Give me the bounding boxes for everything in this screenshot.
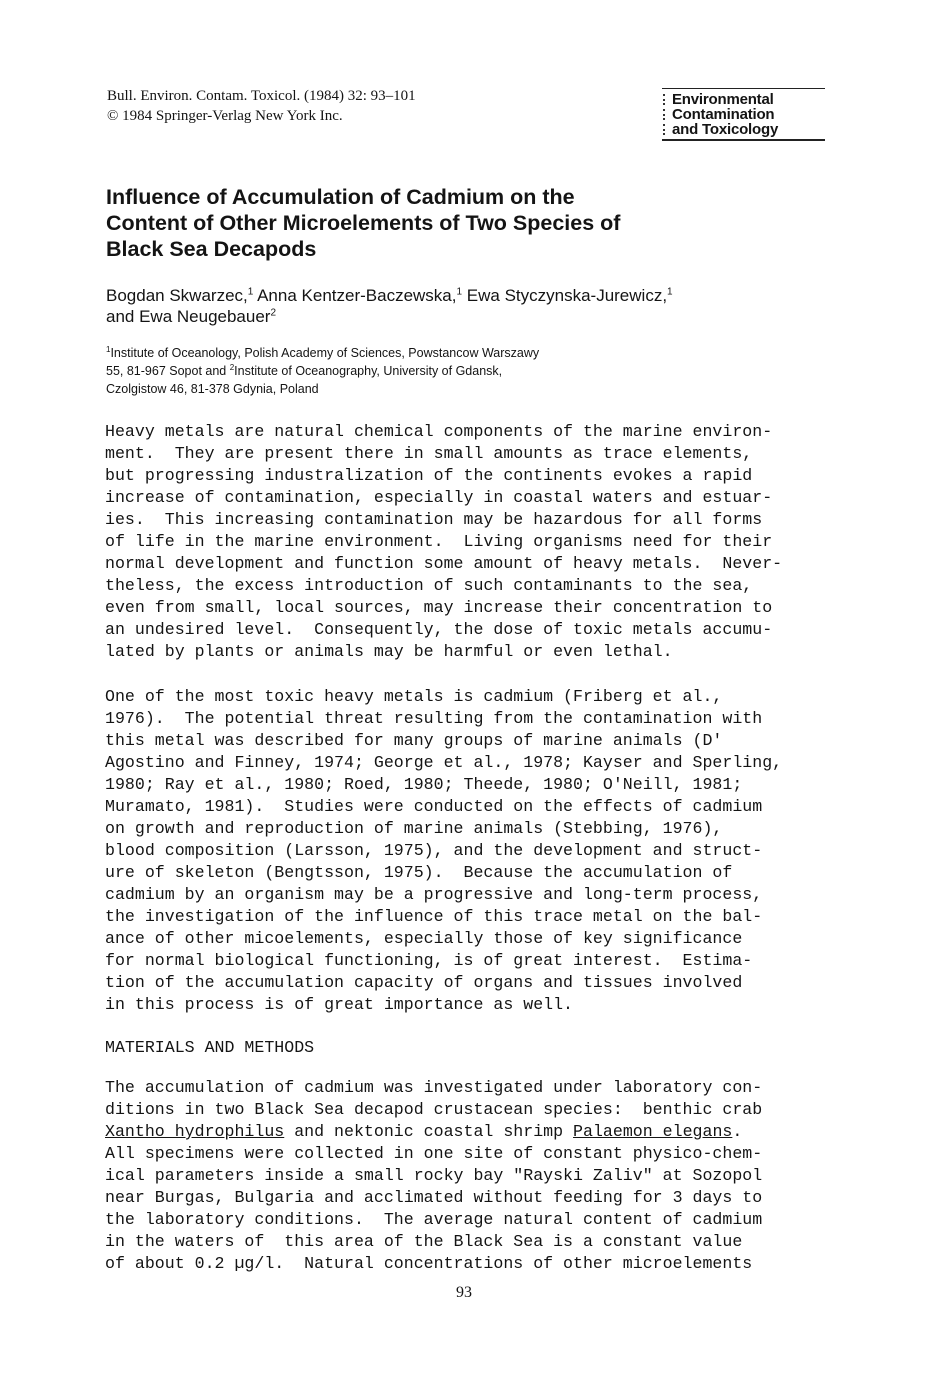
- author-name: Bogdan Skwarzec,: [106, 286, 248, 305]
- author-affiliation-mark: 1: [456, 286, 463, 298]
- text-fragment: and nektonic coastal shrimp: [284, 1122, 574, 1141]
- title-line: Content of Other Microelements of Two Species of: [106, 211, 621, 235]
- author-line: [106, 285, 673, 306]
- page-number: 93: [456, 1284, 472, 1301]
- author-line: [106, 306, 673, 327]
- text-line: increase of contamination, especially in coastal waters and estuar-: [105, 488, 773, 507]
- text-line: even from small, local sources, may increase their concentration to: [105, 598, 773, 617]
- author-name: Anna Kentzer-Baczewska,: [253, 286, 457, 305]
- article-title: [106, 184, 826, 262]
- author-name: and Ewa Neugebauer: [106, 307, 271, 326]
- text-line: ment. They are present there in small amounts as trace elements,: [105, 444, 753, 463]
- text-line: Muramato, 1981). Studies were conducted on the effects of cadmium: [105, 797, 763, 816]
- citation-block: [107, 86, 416, 126]
- affiliation-text: Institute of Oceanology, Polish Academy of Sciences, Powstancow Warszawy: [110, 346, 540, 360]
- text-line: for normal biological functioning, is of great interest. Estima-: [105, 951, 753, 970]
- text-line: theless, the excess introduction of such contaminants to the sea,: [105, 576, 753, 595]
- affiliation-line: [106, 344, 539, 362]
- affiliation-line: Czolgistow 46, 81-378 Gdynia, Poland: [106, 382, 319, 396]
- text-line: normal development and function some amount of heavy metals. Never-: [105, 554, 783, 573]
- author-list: [106, 285, 673, 327]
- affiliation-text: 55, 81-967 Sopot and: [106, 364, 230, 378]
- text-line: the laboratory conditions. The average natural content of cadmium: [105, 1210, 763, 1229]
- text-line: lated by plants or animals may be harmful or even lethal.: [105, 642, 673, 661]
- text-fragment: .: [732, 1122, 743, 1141]
- text-line: ditions in two Black Sea decapod crustacean species: benthic crab: [105, 1100, 763, 1119]
- citation-line: Bull. Environ. Contam. Toxicol. (1984) 32: 93–101: [107, 88, 416, 104]
- copyright-line: © 1984 Springer-Verlag New York Inc.: [107, 108, 343, 124]
- text-line: One of the most toxic heavy metals is cadmium (Friberg et al.,: [105, 687, 723, 706]
- text-line: Heavy metals are natural chemical components of the marine environ-: [105, 422, 773, 441]
- text-line: ance of other micoelements, especially those of key significance: [105, 929, 743, 948]
- text-line: cadmium by an organism may be a progressive and long-term process,: [105, 885, 763, 904]
- text-line: [105, 1121, 850, 1143]
- body-paragraph-cadmium: [105, 686, 850, 1016]
- affiliation-mark: 1: [106, 344, 111, 354]
- species-name-crab: Xantho hydrophilus: [105, 1122, 285, 1141]
- text-line: an undesired level. Consequently, the dose of toxic metals accumu-: [105, 620, 773, 639]
- text-line: 1980; Ray et al., 1980; Roed, 1980; Theede, 1980; O'Neill, 1981;: [105, 775, 743, 794]
- body-paragraph-intro: [105, 421, 850, 663]
- text-line: Agostino and Finney, 1974; George et al., 1978; Kayser and Sperling,: [105, 753, 783, 772]
- text-line: on growth and reproduction of marine animals (Stebbing, 1976),: [105, 819, 723, 838]
- text-line: of about 0.2 µg/l. Natural concentrations of other microelements: [105, 1254, 753, 1273]
- affiliation-text: Institute of Oceanography, University of Gdansk,: [234, 364, 503, 378]
- title-line: Influence of Accumulation of Cadmium on the: [106, 185, 575, 209]
- author-name: Ewa Styczynska-Jurewicz,: [462, 286, 668, 305]
- text-line: but progressing industralization of the continents evokes a rapid: [105, 466, 753, 485]
- section-heading: MATERIALS AND METHODS: [105, 1038, 315, 1057]
- text-line: All specimens were collected in one site of constant physico-chem-: [105, 1144, 763, 1163]
- title-line: Black Sea Decapods: [106, 237, 317, 261]
- author-affiliation-mark: 1: [667, 286, 673, 298]
- body-paragraph-methods: [105, 1077, 850, 1275]
- text-line: 1976). The potential threat resulting from the contamination with: [105, 709, 763, 728]
- text-line: the investigation of the influence of this trace metal on the bal-: [105, 907, 763, 926]
- text-line: The accumulation of cadmium was investigated under laboratory con-: [105, 1078, 763, 1097]
- text-line: ure of skeleton (Bengtsson, 1975). Because the accumulation of: [105, 863, 733, 882]
- text-line: blood composition (Larsson, 1975), and the development and struct-: [105, 841, 763, 860]
- affiliations: [106, 344, 539, 398]
- affiliation-line: [106, 362, 539, 380]
- journal-logo-line: Contamination: [662, 107, 825, 122]
- author-affiliation-mark: 2: [270, 307, 277, 319]
- author-affiliation-mark: 1: [247, 286, 254, 298]
- text-line: this metal was described for many groups of marine animals (D': [105, 731, 723, 750]
- text-line: of life in the marine environment. Living organisms need for their: [105, 532, 773, 551]
- species-name-shrimp: Palaemon elegans: [573, 1122, 733, 1141]
- text-line: near Burgas, Bulgaria and acclimated without feeding for 3 days to: [105, 1188, 763, 1207]
- journal-logo-line: Environmental: [662, 92, 825, 107]
- text-line: in this process is of great importance as well.: [105, 995, 574, 1014]
- affiliation-mark: 2: [229, 362, 235, 372]
- text-line: ies. This increasing contamination may be hazardous for all forms: [105, 510, 763, 529]
- text-line: tion of the accumulation capacity of organs and tissues involved: [105, 973, 743, 992]
- journal-logo: [662, 88, 825, 141]
- text-line: in the waters of this area of the Black Sea is a constant value: [105, 1232, 743, 1251]
- text-line: ical parameters inside a small rocky bay "Rayski Zaliv" at Sozopol: [105, 1166, 763, 1185]
- journal-logo-line: and Toxicology: [662, 122, 825, 137]
